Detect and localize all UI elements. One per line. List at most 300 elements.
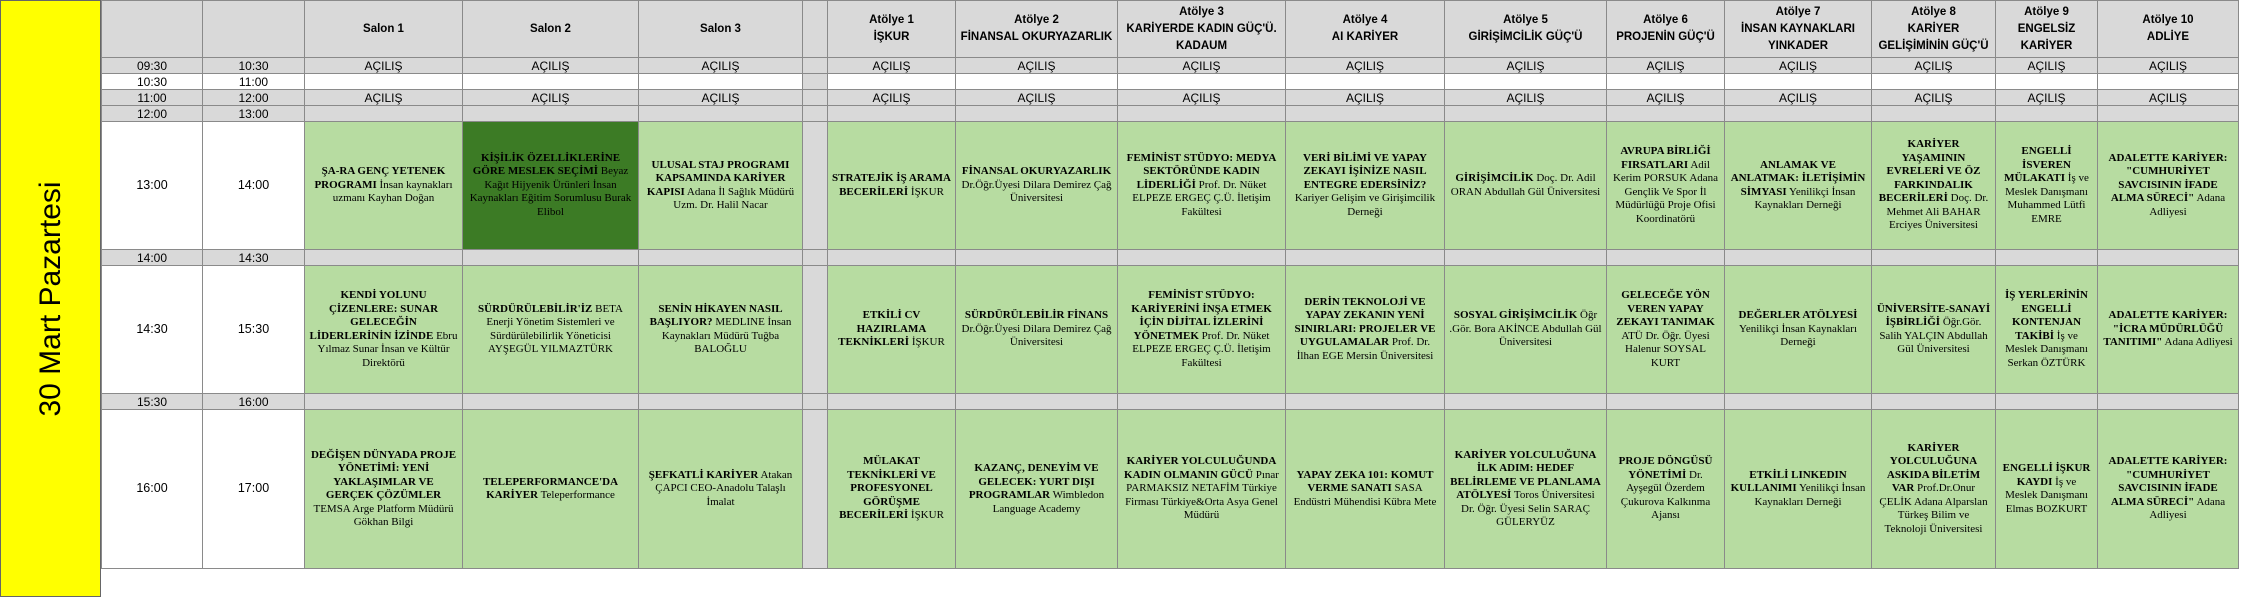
session-cell[interactable] [639, 106, 803, 122]
end-time-cell[interactable] [203, 410, 305, 569]
session-cell[interactable] [1286, 122, 1445, 250]
session-cell[interactable] [1607, 394, 1725, 410]
session-speaker: Prof.Dr.Onur ÇELİK Adana Alparslan Türkeş Bilim ve Teknoloji Üniversitesi [1879, 482, 1988, 535]
start-time: 12:00 [136, 106, 168, 121]
end-time-cell[interactable] [203, 266, 305, 394]
session-cell[interactable] [1996, 106, 2098, 122]
session-speaker: Dr.Öğr.Üyesi Dilara Demirez Çağ Üniversitesi [961, 322, 1112, 349]
opening-label: AÇILIŞ [701, 90, 740, 105]
session-cell[interactable] [1118, 394, 1286, 410]
session-cell[interactable] [956, 106, 1118, 122]
column-header-line1: Atölye 5 [1503, 14, 1548, 26]
session-cell[interactable] [1996, 410, 2098, 569]
session-title: ADALETTE KARİYER: "CUMHURİYET SAVCISININ İFADE ALMA SÜRECİ" [2108, 151, 2228, 205]
end-time-cell[interactable] [203, 394, 305, 410]
session-title: FİNANSAL OKURYAZARLIK [961, 165, 1112, 178]
session-cell[interactable] [1286, 106, 1445, 122]
session-cell[interactable] [1118, 266, 1286, 394]
session-cell[interactable] [463, 90, 639, 106]
column-header-line2: AI KARİYER [1331, 31, 1399, 43]
session-cell[interactable] [639, 394, 803, 410]
session-speaker: Yenilikçi İnsan Kaynakları Derneği [1738, 322, 1858, 349]
session-cell[interactable] [1445, 266, 1607, 394]
opening-label: AÇILIŞ [364, 58, 403, 73]
session-title: KARİYER YOLCULUĞUNA İLK ADIM: HEDEF BELİRLEME VE PLANLAMA ATÖLYESİ [1450, 448, 1601, 501]
session-speaker: Adana Adliyesi [2149, 192, 2226, 218]
session-cell[interactable] [305, 90, 463, 106]
column-header-line1: Atölye 1 [869, 14, 914, 26]
start-time-cell[interactable] [102, 410, 203, 569]
session-speaker: İş ve Meslek Danışmanı Muhammed Lütfi EMRE [2005, 172, 2089, 225]
session-cell[interactable] [463, 410, 639, 569]
session-title: ÜNİVERSİTE-SANAYİ İŞBİRLİĞİ [1876, 302, 1991, 328]
session-speaker: ATÜ Dr. Öğr. Üyesi Halenur SOYSAL KURT [1621, 329, 1710, 369]
session-cell[interactable] [1445, 122, 1607, 250]
start-time: 14:30 [136, 321, 168, 336]
session-cell[interactable] [305, 250, 463, 266]
session-cell[interactable] [1118, 58, 1286, 74]
session-speaker: Toros Üniversitesi Dr. Öğr. Üyesi Selin SARAÇ GÜLERYÜZ [1461, 489, 1595, 528]
session-cell[interactable] [2098, 58, 2239, 74]
opening-label: AÇILIŞ [1345, 58, 1384, 73]
session-cell[interactable] [2098, 106, 2239, 122]
session-cell[interactable] [956, 90, 1118, 106]
session-cell[interactable] [828, 394, 956, 410]
start-time: 10:30 [136, 74, 168, 89]
column-header-line2: ENGELSİZ KARİYER [2017, 22, 2076, 52]
session-speaker: Dr.Öğr.Üyesi Dilara Demirez Çağ Üniversitesi [961, 178, 1112, 205]
session-cell[interactable] [1286, 410, 1445, 569]
column-header[interactable] [305, 1, 463, 58]
session-title: GİRİŞİMCİLİK [1455, 172, 1534, 184]
session-cell[interactable] [1607, 74, 1725, 90]
spacer-cell [803, 1, 828, 58]
opening-label: AÇILIŞ [1017, 90, 1056, 105]
session-row [102, 266, 2239, 394]
session-cell[interactable] [639, 58, 803, 74]
session-cell[interactable] [1607, 90, 1725, 106]
session-cell[interactable] [2098, 74, 2239, 90]
opening-label: AÇILIŞ [1778, 90, 1817, 105]
end-time: 17:00 [237, 481, 270, 496]
session-speaker: MEDLINE İnsan Kaynakları Müdürü Tuğba BALOĞLU [661, 316, 792, 355]
session-cell[interactable] [956, 250, 1118, 266]
column-header[interactable] [463, 1, 639, 58]
session-cell[interactable] [1725, 410, 1872, 569]
end-time: 16:00 [238, 394, 269, 409]
start-time-cell[interactable] [102, 90, 203, 106]
session-cell[interactable] [305, 74, 463, 90]
session-cell[interactable] [1445, 74, 1607, 90]
session-title: ENGELLİ İŞKUR KAYDI [2002, 462, 2091, 488]
session-cell[interactable] [463, 58, 639, 74]
session-cell[interactable] [463, 250, 639, 266]
session-cell[interactable] [828, 58, 956, 74]
session-cell[interactable] [1725, 266, 1872, 394]
session-cell[interactable] [1118, 90, 1286, 106]
session-speaker: İş ve Meslek Danışmanı Elmas BOZKURT [2005, 475, 2088, 515]
session-cell[interactable] [1996, 394, 2098, 410]
session-title: AVRUPA BİRLİĞİ FIRSATLARI [1620, 145, 1711, 171]
session-cell[interactable] [1996, 250, 2098, 266]
session-cell[interactable] [639, 266, 803, 394]
column-header[interactable] [1445, 1, 1607, 58]
session-cell[interactable] [1607, 122, 1725, 250]
session-title: ADALETTE KARİYER: "CUMHURİYET SAVCISININ İFADE ALMA SÜRECİ" [2108, 455, 2228, 508]
session-speaker: İŞKUR [910, 185, 944, 198]
session-speaker: İnsan kaynakları uzmanı Kayhan Doğan [332, 178, 453, 205]
session-cell[interactable] [639, 74, 803, 90]
start-time-cell[interactable] [102, 266, 203, 394]
session-row [102, 122, 2239, 250]
session-title: KİŞİLİK ÖZELLİKLERİNE GÖRE MESLEK SEÇİMİ [472, 151, 621, 178]
session-cell[interactable] [956, 266, 1118, 394]
start-time-cell[interactable] [102, 394, 203, 410]
column-header-line1: Salon 3 [700, 22, 741, 35]
session-cell[interactable] [1725, 58, 1872, 74]
column-header[interactable] [1725, 1, 1872, 58]
opening-label: AÇILIŞ [1646, 58, 1685, 73]
session-cell[interactable] [828, 106, 956, 122]
spacer-cell [803, 410, 828, 569]
session-cell[interactable] [639, 90, 803, 106]
session-cell[interactable] [463, 74, 639, 90]
session-cell[interactable] [2098, 410, 2239, 569]
session-title: VERİ BİLİMİ VE YAPAY ZEKAYI İŞİNİZE NASIL ENTEGRE EDERSİNİZ? [1303, 151, 1427, 191]
time-slot-row [102, 74, 2239, 90]
session-cell[interactable] [1872, 122, 1996, 250]
session-title: DEĞERLER ATÖLYESİ [1738, 309, 1858, 322]
session-speaker: Atakan ÇAPCI CEO-Anadolu Talaşlı İmalat [655, 468, 793, 508]
session-cell[interactable] [639, 250, 803, 266]
session-cell[interactable] [463, 266, 639, 394]
session-cell[interactable] [2098, 250, 2239, 266]
session-cell[interactable] [1445, 394, 1607, 410]
start-time: 11:00 [137, 90, 167, 105]
column-header[interactable] [2098, 1, 2239, 58]
session-cell[interactable] [1607, 58, 1725, 74]
column-header[interactable] [1118, 1, 1286, 58]
session-cell[interactable] [1286, 58, 1445, 74]
session-title: KENDİ YOLUNU ÇİZENLERE: SUNAR GELECEĞİN LİDERLERİNİN İZİNDE [309, 289, 439, 342]
session-speaker: İş ve Meslek Danışmanı Serkan ÖZTÜRK [2005, 329, 2088, 369]
session-speaker: Prof. Dr. İlhan EGE Mersin Üniversitesi [1296, 336, 1434, 362]
session-title: ENGELLİ İSVEREN MÜLAKATI [2004, 145, 2072, 184]
session-cell[interactable] [2098, 122, 2239, 250]
session-cell[interactable] [1725, 74, 1872, 90]
session-title: DEĞİŞEN DÜNYADA PROJE YÖNETİMİ: YENİ YAKLAŞIMLAR VE GERÇEK ÇÖZÜMLER [310, 448, 457, 501]
column-header-line2: KARİYERDE KADIN GÜÇ'Ü. KADAUM [1126, 22, 1277, 52]
session-speaker: Adana Adliyesi [2164, 336, 2233, 349]
session-cell[interactable] [1607, 106, 1725, 122]
session-cell[interactable] [1996, 122, 2098, 250]
session-cell[interactable] [305, 58, 463, 74]
opening-label: AÇILIŞ [364, 90, 403, 105]
start-time: 13:00 [136, 177, 168, 192]
session-cell[interactable] [305, 266, 463, 394]
session-cell[interactable] [828, 266, 956, 394]
spacer-cell [803, 58, 828, 74]
session-speaker: Adana İl Sağlık Müdürü Uzm. Dr. Halil Nacar [673, 185, 795, 211]
session-title: ŞA-RA GENÇ YETENEK PROGRAMI [314, 165, 446, 191]
time-slot-row [102, 394, 2239, 410]
session-cell[interactable] [463, 394, 639, 410]
session-title: FEMİNİST STÜDYO: KARİYERİNİ İNŞA ETMEK İÇİN DİJİTAL İZLERİNİ YÖNETMEK [1131, 289, 1272, 342]
spacer-cell [803, 122, 828, 250]
session-cell[interactable] [1286, 394, 1445, 410]
session-cell[interactable] [1286, 90, 1445, 106]
column-header-line2: İNSAN KAYNAKLARI YINKADER [1741, 22, 1855, 52]
session-speaker: Doç. Dr. Mehmet Ali BAHAR Erciyes Üniversitesi [1886, 192, 1989, 232]
session-cell[interactable] [1445, 58, 1607, 74]
column-header-line1: Atölye 4 [1342, 14, 1388, 26]
session-title: ANLAMAK VE ANLATMAK: İLETİŞİMİN SİMYASI [1730, 158, 1866, 198]
column-header-line2: KARİYER GELİŞİMİNİN GÜÇ'Ü [1878, 22, 1989, 52]
session-title: SÜRDÜRÜLEBİLİR'İZ [478, 302, 593, 315]
opening-label: AÇILIŞ [872, 58, 911, 73]
column-header-line1: Atölye 9 [2024, 5, 2069, 18]
session-cell[interactable] [828, 74, 956, 90]
session-speaker: Yenilikçi İnsan Kaynakları Derneği [1754, 185, 1856, 211]
session-cell[interactable] [1872, 58, 1996, 74]
session-cell[interactable] [956, 58, 1118, 74]
column-header-line1: Atölye 2 [1014, 14, 1059, 26]
session-cell[interactable] [828, 250, 956, 266]
session-cell[interactable] [1872, 74, 1996, 90]
session-speaker: Beyaz Kağıt Hijyenik Ürünleri İnsan Kaynakları Eğitim Sorumlusu Burak Elibol [469, 165, 632, 218]
opening-label: AÇILIŞ [701, 58, 740, 73]
end-time-cell[interactable] [203, 58, 305, 74]
session-speaker: TEMSA Arge Platform Müdürü Gökhan Bilgi [313, 502, 454, 528]
spacer-cell [803, 90, 828, 106]
column-header[interactable] [828, 1, 956, 58]
opening-label: AÇILIŞ [2027, 90, 2066, 105]
session-title: MÜLAKAT TEKNİKLERİ VE PROFESYONEL GÖRÜŞME BECERİLERİ [839, 455, 936, 522]
session-cell[interactable] [463, 106, 639, 122]
session-cell[interactable] [2098, 266, 2239, 394]
start-time-cell[interactable] [102, 250, 203, 266]
session-title: YAPAY ZEKA 101: KOMUT VERME SANATI [1296, 468, 1434, 495]
opening-label: AÇILIŞ [872, 90, 911, 105]
session-cell[interactable] [305, 122, 463, 250]
column-header-line2: İŞKUR [873, 31, 910, 43]
session-cell[interactable] [1118, 74, 1286, 90]
session-speaker: Wimbledon Language Academy [992, 489, 1105, 515]
column-header-line1: Atölye 6 [1643, 14, 1688, 26]
session-cell[interactable] [1996, 58, 2098, 74]
column-header-line1: Salon 2 [530, 22, 571, 35]
session-speaker: Adana Adliyesi [2149, 495, 2226, 522]
session-cell[interactable] [956, 394, 1118, 410]
time-slot-row [102, 106, 2239, 122]
session-cell[interactable] [2098, 394, 2239, 410]
session-title: ETKİLİ LINKEDIN KULLANIMI [1730, 468, 1847, 495]
session-title: ULUSAL STAJ PROGRAMI KAPSAMINDA KARİYER KAPISI [646, 158, 790, 198]
session-cell[interactable] [1872, 410, 1996, 569]
end-time-cell[interactable] [203, 90, 305, 106]
opening-label: AÇILIŞ [2148, 90, 2187, 105]
session-cell[interactable] [1445, 250, 1607, 266]
session-speaker: İŞKUR [910, 509, 944, 522]
session-cell[interactable] [1445, 106, 1607, 122]
session-cell[interactable] [956, 122, 1118, 250]
spacer-cell [803, 106, 828, 122]
day-cell[interactable] [0, 0, 101, 597]
session-cell[interactable] [1445, 90, 1607, 106]
header-start-time[interactable] [102, 1, 203, 58]
end-time: 14:00 [237, 177, 270, 192]
header-row [102, 1, 2239, 58]
column-header[interactable] [1286, 1, 1445, 58]
session-cell[interactable] [1118, 250, 1286, 266]
column-header[interactable] [1607, 1, 1725, 58]
session-speaker: Prof. Dr. Nüket ELPEZE ERGEÇ Ç.Ü. İletişim Fakültesi [1132, 178, 1271, 218]
session-speaker: Öğr .Gör. Bora AKİNCE Abdullah Gül Üniversitesi [1449, 309, 1602, 349]
session-speaker: Pınar PARMAKSIZ NETAFİM Türkiye Firması Türkiye&Orta Asya Genel Müdürü [1125, 468, 1279, 522]
spacer-cell [803, 74, 828, 90]
session-title: KAZANÇ, DENEYİM VE GELECEK: YURT DIŞI PROGRAMLAR [968, 462, 1099, 501]
session-cell[interactable] [1118, 106, 1286, 122]
session-speaker: Adil Kerim PORSUK Adana Gençlik Ve Spor İl Müdürlüğü Proje Ofisi Koordinatörü [1612, 158, 1719, 225]
end-time: 15:30 [237, 321, 270, 336]
session-speaker: Yenilikçi İnsan Kaynakları Derneği [1754, 482, 1866, 508]
end-time-cell[interactable] [203, 250, 305, 266]
start-time-cell[interactable] [102, 122, 203, 250]
session-title: KARİYER YAŞAMININ EVRELERİ VE ÖZ FARKINDALIK BECERİLERİ [1878, 138, 1981, 205]
opening-label: AÇILIŞ [1914, 58, 1953, 73]
opening-label: AÇILIŞ [1646, 90, 1685, 105]
session-speaker: Doç. Dr. Adil ORAN Abdullah Gül Üniversitesi [1450, 172, 1601, 198]
session-cell[interactable] [828, 122, 956, 250]
session-row [102, 410, 2239, 569]
spacer-cell [803, 250, 828, 266]
session-title: SENİN HİKAYEN NASIL BAŞLIYOR? [649, 302, 783, 328]
column-header[interactable] [1996, 1, 2098, 58]
opening-label: AÇILIŞ [2027, 58, 2066, 73]
opening-label: AÇILIŞ [1345, 90, 1384, 105]
session-cell[interactable] [1872, 266, 1996, 394]
session-cell[interactable] [956, 410, 1118, 569]
session-cell[interactable] [1725, 106, 1872, 122]
column-header-line2: ADLİYE [2146, 31, 2190, 43]
end-time-cell[interactable] [203, 106, 305, 122]
session-title: ADALETTE KARİYER: "İCRA MÜDÜRLÜĞÜ TANITIMI" [2103, 309, 2228, 349]
start-time: 09:30 [136, 58, 168, 73]
column-header[interactable] [639, 1, 803, 58]
session-speaker: Ebru Yılmaz Sunar İnsan ve Kültür Direktörü [317, 329, 458, 369]
session-speaker: Öğr.Gör. Salih YALÇIN Abdullah Gül Üniversitesi [1879, 316, 1988, 355]
session-title: FEMİNİST STÜDYO: MEDYA SEKTÖRÜNDE KADIN LİDERLİĞİ [1126, 151, 1277, 191]
start-time-cell[interactable] [102, 58, 203, 74]
session-cell[interactable] [1996, 90, 2098, 106]
session-cell[interactable] [1725, 394, 1872, 410]
session-cell[interactable] [1725, 90, 1872, 106]
opening-label: AÇILIŞ [531, 90, 570, 105]
session-cell[interactable] [463, 122, 639, 250]
session-cell[interactable] [828, 410, 956, 569]
session-title: SÜRDÜRÜLEBİLİR FİNANS [964, 309, 1109, 322]
session-cell[interactable] [1725, 250, 1872, 266]
session-cell[interactable] [828, 90, 956, 106]
end-time: 11:00 [238, 74, 269, 89]
column-header-line2: GİRİŞİMCİLİK GÜÇ'Ü [1468, 31, 1583, 43]
session-cell[interactable] [1725, 122, 1872, 250]
session-cell[interactable] [305, 410, 463, 569]
session-title: ŞEFKATLİ KARİYER [648, 468, 759, 481]
start-time-cell[interactable] [102, 74, 203, 90]
session-title: PROJE DÖNGÜSÜ YÖNETİMİ [1618, 455, 1713, 481]
column-header[interactable] [1872, 1, 1996, 58]
session-speaker: SASA Endüstri Mühendisi Kübra Mete [1293, 482, 1437, 508]
start-time-cell[interactable] [102, 106, 203, 122]
session-cell[interactable] [1445, 410, 1607, 569]
spacer-cell [803, 266, 828, 394]
session-cell[interactable] [2098, 90, 2239, 106]
column-header-line2: FİNANSAL OKURYAZARLIK [960, 31, 1113, 43]
column-header-line1: Salon 1 [363, 22, 404, 35]
session-cell[interactable] [1286, 266, 1445, 394]
session-title: GELECEĞE YÖN VEREN YAPAY ZEKAYI TANIMAK [1616, 289, 1715, 328]
session-cell[interactable] [1118, 410, 1286, 569]
end-time: 10:30 [238, 58, 269, 73]
session-cell[interactable] [305, 106, 463, 122]
session-cell[interactable] [1286, 250, 1445, 266]
session-cell[interactable] [1118, 122, 1286, 250]
session-cell[interactable] [639, 410, 803, 569]
opening-label: AÇILIŞ [2148, 58, 2187, 73]
day-label: 30 Mart Pazartesi [33, 180, 67, 417]
session-speaker: Teleperformance [540, 489, 615, 501]
column-header-line1: Atölye 3 [1179, 5, 1224, 18]
opening-label: AÇILIŞ [1778, 58, 1817, 73]
start-time: 15:30 [136, 394, 168, 409]
session-cell[interactable] [1607, 250, 1725, 266]
start-time: 14:00 [136, 250, 168, 265]
column-header-line1: Atölye 10 [2142, 14, 2194, 26]
session-cell[interactable] [1607, 266, 1725, 394]
session-cell[interactable] [1872, 250, 1996, 266]
session-cell[interactable] [1996, 266, 2098, 394]
session-speaker: Dr. Ayşegül Özerdem Çukurova Kalkınma Ajansı [1620, 468, 1711, 522]
opening-label: AÇILIŞ [1182, 90, 1221, 105]
header-end-time[interactable] [203, 1, 305, 58]
time-slot-row [102, 58, 2239, 74]
column-header-line1: Atölye 8 [1911, 5, 1956, 18]
opening-label: AÇILIŞ [1506, 58, 1545, 73]
end-time: 12:00 [238, 90, 269, 105]
opening-label: AÇILIŞ [531, 58, 570, 73]
end-time-cell[interactable] [203, 122, 305, 250]
session-speaker: Prof. Dr. Nüket ELPEZE ERGEÇ Ç.Ü. İletişim Fakültesi [1132, 329, 1271, 369]
session-cell[interactable] [1607, 410, 1725, 569]
end-time-cell[interactable] [203, 74, 305, 90]
session-title: SOSYAL GİRİŞİMCİLİK [1453, 309, 1578, 322]
session-cell[interactable] [1872, 394, 1996, 410]
session-title: ETKİLİ CV HAZIRLAMA TEKNİKLERİ [838, 309, 927, 349]
session-cell[interactable] [639, 122, 803, 250]
session-cell[interactable] [1286, 74, 1445, 90]
session-cell[interactable] [305, 394, 463, 410]
start-time: 16:00 [136, 481, 168, 496]
column-header-line1: Atölye 7 [1775, 5, 1821, 18]
session-cell[interactable] [1872, 106, 1996, 122]
column-header[interactable] [956, 1, 1118, 58]
session-cell[interactable] [1872, 90, 1996, 106]
session-cell[interactable] [1996, 74, 2098, 90]
spacer-cell [803, 394, 828, 410]
session-cell[interactable] [956, 74, 1118, 90]
schedule-table [101, 0, 2239, 569]
